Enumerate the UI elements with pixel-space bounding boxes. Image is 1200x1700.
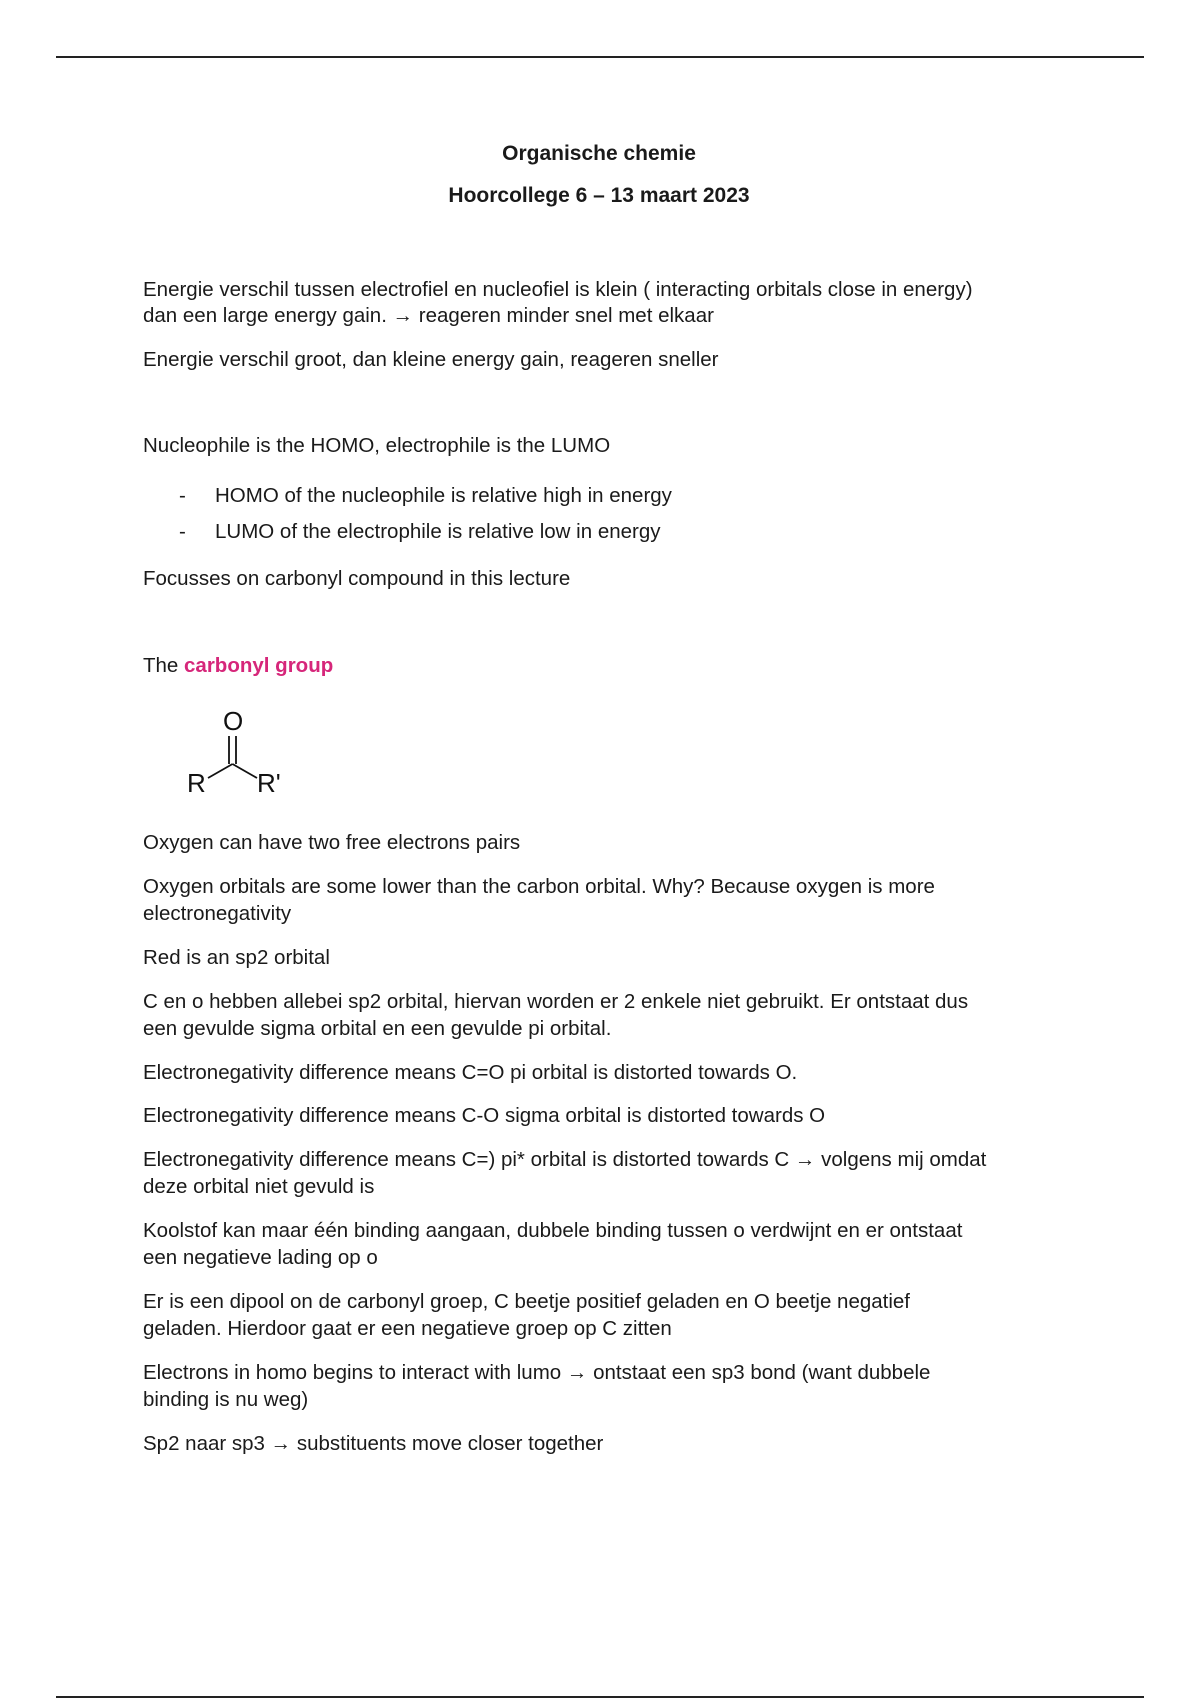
carbonyl-structure-diagram xyxy=(173,702,293,794)
left-bond xyxy=(208,764,233,778)
section-prefix: The xyxy=(143,654,185,677)
bullet-marker: - xyxy=(179,520,186,543)
right-substituent-label: R' xyxy=(257,768,281,794)
list-item xyxy=(179,482,672,509)
note-line: deze orbital niet gevuld is xyxy=(143,1175,375,1198)
note-line: geladen. Hierdoor gaat er een negatieve groep op C zitten xyxy=(143,1317,672,1340)
bottom-rule xyxy=(56,1696,1144,1698)
note-line: Sp2 naar sp3 → substituents move closer together xyxy=(143,1432,604,1455)
bullet-text: HOMO of the nucleophile is relative high in energy xyxy=(215,484,672,507)
paragraph-energy-small-line2: dan een large energy gain. → reageren minder snel met elkaar xyxy=(143,304,714,327)
oxygen-label: O xyxy=(223,706,244,736)
bullet-text: LUMO of the electrophile is relative low in energy xyxy=(215,520,661,543)
note-line: Electrons in homo begins to interact with lumo → ontstaat een sp3 bond (want dubbele xyxy=(143,1361,931,1384)
note-line: een negatieve lading op o xyxy=(143,1246,378,1269)
bullet-marker: - xyxy=(179,484,186,507)
note-line: Oxygen can have two free electrons pairs xyxy=(143,831,521,854)
list-item xyxy=(179,518,661,545)
top-rule xyxy=(56,56,1144,58)
note-line: Er is een dipool on de carbonyl groep, C beetje positief geladen en O beetje negatief xyxy=(143,1290,910,1313)
note-line: een gevulde sigma orbital en een gevulde pi orbital. xyxy=(143,1017,612,1040)
document-title: Organische chemie xyxy=(502,142,696,165)
section-highlight: carbonyl group xyxy=(184,654,334,677)
paragraph-energy-large: Energie verschil groot, dan kleine energy gain, reageren sneller xyxy=(143,348,719,371)
note-line: binding is nu weg) xyxy=(143,1388,309,1411)
note-line: C en o hebben allebei sp2 orbital, hiervan worden er 2 enkele niet gebruikt. Er ontstaat dus xyxy=(143,990,969,1013)
document-subtitle: Hoorcollege 6 – 13 maart 2023 xyxy=(448,184,750,207)
note-line: Koolstof kan maar één binding aangaan, dubbele binding tussen o verdwijnt en er ontstaat xyxy=(143,1219,963,1242)
note-line: Electronegativity difference means C=O pi orbital is distorted towards O. xyxy=(143,1061,798,1084)
left-substituent-label: R xyxy=(187,768,206,794)
section-heading-carbonyl xyxy=(143,652,1063,679)
note-line: Oxygen orbitals are some lower than the carbon orbital. Why? Because oxygen is more xyxy=(143,875,935,898)
note-line: Electronegativity difference means C-O sigma orbital is distorted towards O xyxy=(143,1104,826,1127)
right-bond xyxy=(233,764,258,778)
note-line: Red is an sp2 orbital xyxy=(143,946,330,969)
paragraph-energy-small-line1: Energie verschil tussen electrofiel en nucleofiel is klein ( interacting orbitals close in energy) xyxy=(143,278,973,301)
paragraph-homo-lumo: Nucleophile is the HOMO, electrophile is the LUMO xyxy=(143,434,611,457)
paragraph-focus: Focusses on carbonyl compound in this lecture xyxy=(143,567,571,590)
note-line: electronegativity xyxy=(143,902,292,925)
note-line: Electronegativity difference means C=) pi* orbital is distorted towards C → volgens mij omdat xyxy=(143,1148,987,1171)
